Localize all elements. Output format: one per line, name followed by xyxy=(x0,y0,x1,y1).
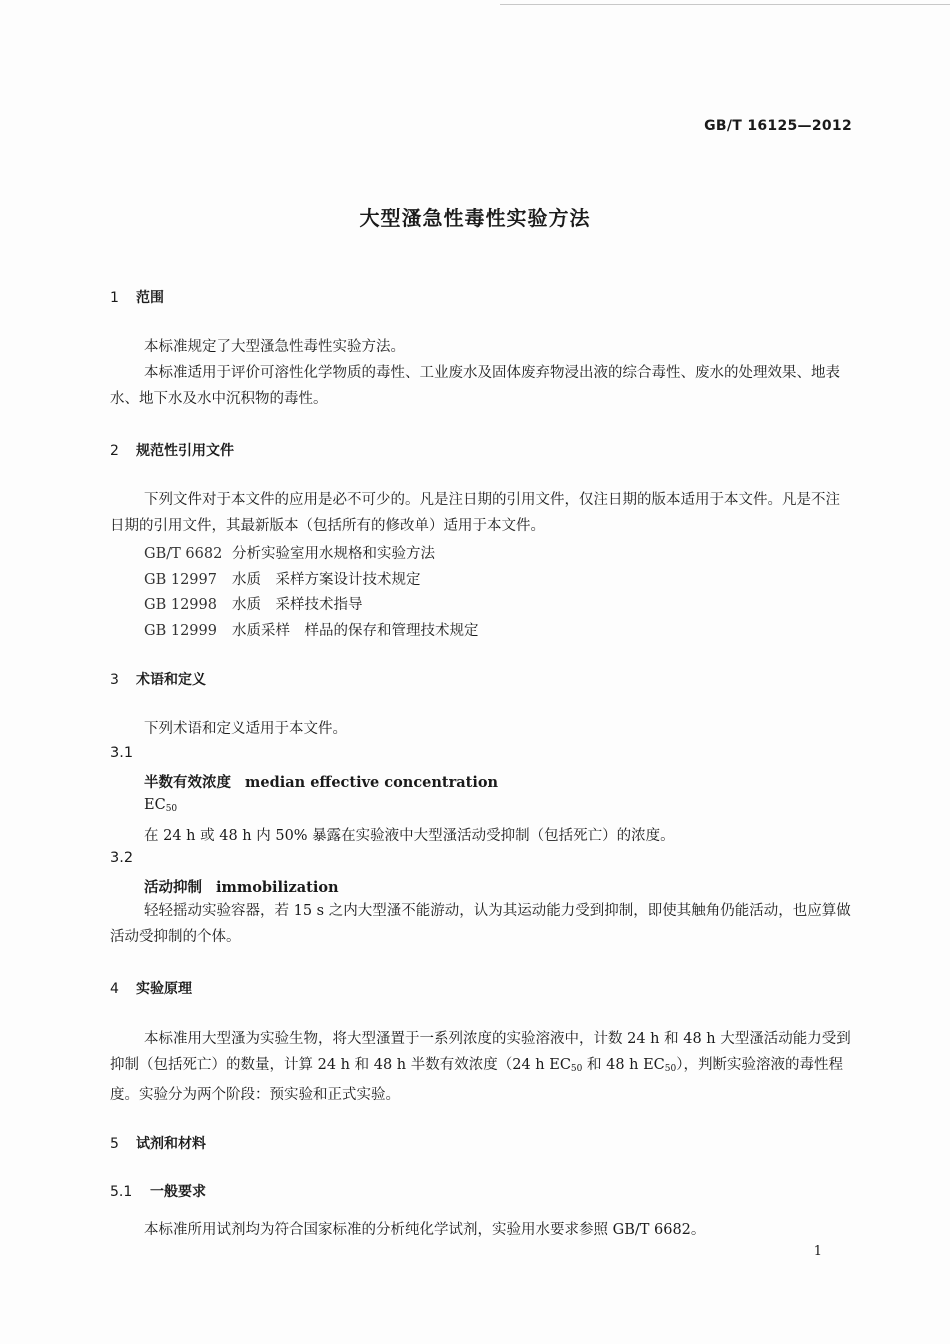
standard-code: GB/T 16125—2012 xyxy=(704,118,852,134)
term-3-1-title: 半数有效浓度 median effective concentration xyxy=(144,774,499,791)
section-5-1-paragraph-1: 本标准所用试剂均为符合国家标准的分析纯化学试剂，实验用水要求参照 GB/T 6682。 xyxy=(144,1222,706,1238)
reference-item: GB 12999 水质采样 样品的保存和管理技术规定 xyxy=(144,623,479,639)
section-5-heading: 5 试剂和材料 xyxy=(110,1136,206,1152)
section-4-paragraph-1: 本标准用大型溞为实验生物，将大型溞置于一系列浓度的实验溶液中，计数 24 h 和 48 h 大型溞活动能力受到抑制（包括死亡）的数量，计算 24 h 和 48 h 半数有效浓度（24 h $EC_{50}$ 和 48 h $EC_{50}$），判断实验溶液的毒性程度。实验分为两个阶段：预实验和正式实验。 xyxy=(110,1031,851,1103)
section-3-paragraph-1: 下列术语和定义适用于本文件。 xyxy=(144,721,347,737)
top-rule xyxy=(500,4,950,5)
section-1-paragraph-2: 本标准适用于评价可溶性化学物质的毒性、工业废水及固体废弃物浸出液的综合毒性、废水的处理效果、地表水、地下水及水中沉积物的毒性。 xyxy=(110,365,840,407)
section-2-paragraph-1: 下列文件对于本文件的应用是必不可少的。凡是注日期的引用文件，仅注日期的版本适用于本文件。凡是不注日期的引用文件，其最新版本（包括所有的修改单）适用于本文件。 xyxy=(110,492,840,534)
term-3-2-definition: 轻轻摇动实验容器，若 15 s 之内大型溞不能游动，认为其运动能力受到抑制，即使其触角仍能活动，也应算做活动受抑制的个体。 xyxy=(110,903,851,945)
term-3-1-symbol: $EC_{50}$ xyxy=(144,797,178,814)
term-3-2-title: 活动抑制 immobilization xyxy=(144,879,339,896)
section-2-heading: 2 规范性引用文件 xyxy=(110,443,234,459)
section-4-heading: 4 实验原理 xyxy=(110,981,192,997)
page-title: 大型溞急性毒性实验方法 xyxy=(359,206,591,230)
term-3-1-definition: 在 24 h 或 48 h 内 50% 暴露在实验液中大型溞活动受抑制（包括死亡）的浓度。 xyxy=(144,828,675,844)
section-1-paragraph-1: 本标准规定了大型溞急性毒性实验方法。 xyxy=(144,339,405,355)
section-3-heading: 3 术语和定义 xyxy=(110,672,206,688)
reference-item: GB/T 6682 分析实验室用水规格和实验方法 xyxy=(144,546,435,562)
reference-item: GB 12998 水质 采样技术指导 xyxy=(144,597,363,613)
section-1-heading: 1 范围 xyxy=(110,290,164,306)
term-3-1-number: 3.1 xyxy=(110,745,134,761)
page-number: 1 xyxy=(813,1244,822,1259)
term-3-2-number: 3.2 xyxy=(110,850,134,866)
reference-item: GB 12997 水质 采样方案设计技术规定 xyxy=(144,572,421,588)
section-5-1-heading: 5.1 一般要求 xyxy=(110,1184,206,1200)
